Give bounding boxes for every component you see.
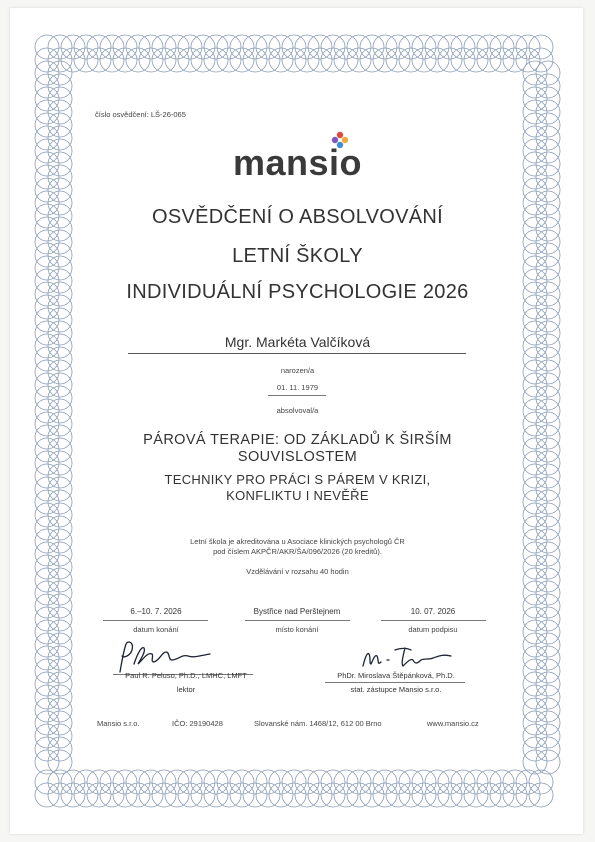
border-ring bbox=[523, 61, 547, 85]
logo-dot bbox=[337, 132, 343, 138]
recipient-name: Mgr. Markéta Valčíková bbox=[224, 334, 371, 350]
border-ring bbox=[282, 35, 306, 59]
certificate-number: číslo osvědčení: LŠ-26-065 bbox=[95, 110, 186, 119]
event-dates-label: datum konání bbox=[133, 625, 179, 634]
border-ring bbox=[269, 770, 293, 794]
accreditation-line-2: pod číslem AKPČR/AKR/ŠA/096/2026 (20 kreditů). bbox=[213, 546, 382, 556]
footer-web: www.mansio.cz bbox=[427, 719, 479, 728]
border-ring bbox=[386, 35, 410, 59]
border-ring bbox=[503, 770, 527, 794]
border-ring bbox=[139, 48, 163, 72]
border-ring bbox=[438, 783, 462, 807]
border-ring bbox=[48, 113, 72, 137]
border-ring bbox=[347, 770, 371, 794]
border-ring bbox=[477, 35, 501, 59]
border-ring bbox=[536, 698, 560, 722]
border-ring bbox=[464, 48, 488, 72]
border-ring bbox=[360, 35, 384, 59]
signing-date: 10. 07. 2026 bbox=[410, 607, 456, 616]
border-ring bbox=[438, 770, 462, 794]
border-ring bbox=[412, 35, 436, 59]
border-ring bbox=[100, 35, 124, 59]
border-ring bbox=[373, 48, 397, 72]
border-ring bbox=[35, 581, 59, 605]
border-ring bbox=[334, 35, 358, 59]
border-ring bbox=[48, 607, 72, 631]
border-ring bbox=[48, 698, 72, 722]
border-ring bbox=[100, 770, 124, 794]
border-ring bbox=[165, 35, 189, 59]
border-ring bbox=[295, 48, 319, 72]
hours-text: Vzdělávání v rozsahu 40 hodin bbox=[246, 567, 349, 576]
border-ring bbox=[87, 770, 111, 794]
border-ring bbox=[308, 783, 332, 807]
border-ring bbox=[35, 620, 59, 644]
border-ring bbox=[35, 711, 59, 735]
border-ring bbox=[126, 48, 150, 72]
course-line-3: TECHNIKY PRO PRÁCI S PÁREM V KRIZI, bbox=[164, 472, 431, 487]
border-ring bbox=[536, 711, 560, 735]
event-dates: 6.–10. 7. 2026 bbox=[130, 607, 182, 616]
border-ring bbox=[347, 783, 371, 807]
border-ring bbox=[48, 750, 72, 774]
border-ring bbox=[74, 770, 98, 794]
border-ring bbox=[536, 724, 560, 748]
border-ring bbox=[126, 783, 150, 807]
border-ring bbox=[523, 87, 547, 111]
border-ring bbox=[35, 724, 59, 748]
border-ring bbox=[347, 35, 371, 59]
border-ring bbox=[191, 770, 215, 794]
border-ring bbox=[295, 770, 319, 794]
border-ring bbox=[373, 783, 397, 807]
border-ring bbox=[451, 48, 475, 72]
border-ring bbox=[35, 594, 59, 618]
border-ring bbox=[230, 35, 254, 59]
border-ring bbox=[35, 503, 59, 527]
border-ring bbox=[464, 770, 488, 794]
border-ring bbox=[373, 770, 397, 794]
border-ring bbox=[165, 48, 189, 72]
border-ring bbox=[536, 100, 560, 124]
border-ring bbox=[217, 783, 241, 807]
accreditation-text bbox=[0, 537, 595, 556]
border-ring bbox=[523, 594, 547, 618]
border-ring bbox=[412, 48, 436, 72]
border-ring bbox=[464, 35, 488, 59]
signatory-left-role: lektor bbox=[176, 685, 196, 694]
border-ring bbox=[529, 48, 553, 72]
border-ring bbox=[308, 770, 332, 794]
border-ring bbox=[477, 783, 501, 807]
border-ring bbox=[425, 770, 449, 794]
border-ring bbox=[516, 48, 540, 72]
border-ring bbox=[399, 783, 423, 807]
border-ring bbox=[48, 685, 72, 709]
border-ring bbox=[178, 48, 202, 72]
border-ring bbox=[451, 783, 475, 807]
border-ring bbox=[536, 685, 560, 709]
border-ring bbox=[536, 594, 560, 618]
border-ring bbox=[35, 646, 59, 670]
brand-logo: mansio bbox=[232, 142, 363, 183]
border-ring bbox=[308, 48, 332, 72]
born-label: narozen/a bbox=[280, 366, 315, 375]
border-ring bbox=[113, 48, 137, 72]
border-ring bbox=[204, 35, 228, 59]
signatory-left-name: Paul R. Peluso, Ph.D., LMHC, LMFT bbox=[125, 671, 247, 680]
name-underline bbox=[128, 353, 466, 354]
border-ring bbox=[523, 698, 547, 722]
border-ring bbox=[438, 48, 462, 72]
border-ring bbox=[139, 783, 163, 807]
border-ring bbox=[204, 770, 228, 794]
border-ring bbox=[35, 750, 59, 774]
title-line-3: INDIVIDUÁLNÍ PSYCHOLOGIE 2026 bbox=[126, 281, 469, 303]
border-ring bbox=[523, 659, 547, 683]
border-ring bbox=[373, 35, 397, 59]
border-ring bbox=[269, 783, 293, 807]
border-ring bbox=[48, 87, 72, 111]
border-ring bbox=[529, 35, 553, 59]
signatory-right-role: stat. zástupce Mansio s.r.o. bbox=[350, 685, 442, 694]
border-ring bbox=[386, 770, 410, 794]
border-ring bbox=[243, 770, 267, 794]
border-ring bbox=[269, 35, 293, 59]
border-ring bbox=[35, 100, 59, 124]
border-ring bbox=[165, 783, 189, 807]
border-ring bbox=[35, 61, 59, 85]
born-date-underline bbox=[268, 395, 326, 396]
border-ring bbox=[536, 620, 560, 644]
border-ring bbox=[48, 737, 72, 761]
border-ring bbox=[48, 308, 72, 332]
signing-date-label: datum podpisu bbox=[408, 625, 458, 634]
border-ring bbox=[256, 35, 280, 59]
border-ring bbox=[35, 783, 59, 807]
border-ring bbox=[516, 35, 540, 59]
border-ring bbox=[477, 770, 501, 794]
border-ring bbox=[35, 74, 59, 98]
border-ring bbox=[74, 35, 98, 59]
course-line-1: PÁROVÁ TERAPIE: OD ZÁKLADŮ K ŠIRŠÍM bbox=[143, 432, 452, 448]
event-place-label: místo konání bbox=[275, 625, 319, 634]
border-ring bbox=[438, 35, 462, 59]
border-ring bbox=[399, 48, 423, 72]
border-ring bbox=[347, 48, 371, 72]
border-ring bbox=[490, 783, 514, 807]
border-ring bbox=[490, 48, 514, 72]
footer-address: Slovanské nám. 1468/12, 612 00 Brno bbox=[254, 719, 382, 728]
border-ring bbox=[425, 48, 449, 72]
border-ring bbox=[139, 35, 163, 59]
border-ring bbox=[536, 581, 560, 605]
border-ring bbox=[523, 308, 547, 332]
title-line-1: OSVĚDČENÍ O ABSOLVOVÁNÍ bbox=[151, 206, 444, 228]
border-ring bbox=[35, 308, 59, 332]
border-ring bbox=[295, 783, 319, 807]
border-ring bbox=[178, 770, 202, 794]
border-ring bbox=[230, 783, 254, 807]
border-ring bbox=[334, 783, 358, 807]
event-dates-line bbox=[103, 620, 208, 621]
border-ring bbox=[48, 711, 72, 735]
border-ring bbox=[48, 770, 72, 794]
border-ring bbox=[48, 724, 72, 748]
border-ring bbox=[87, 35, 111, 59]
border-ring bbox=[152, 770, 176, 794]
border-ring bbox=[61, 35, 85, 59]
border-ring bbox=[48, 61, 72, 85]
event-place: Bystřice nad Perštejnem bbox=[253, 607, 341, 616]
border-ring bbox=[523, 750, 547, 774]
border-ring bbox=[35, 685, 59, 709]
accreditation-line-1: Letní škola je akreditována u Asociace klinických psychologů ČR bbox=[190, 537, 405, 546]
border-ring bbox=[490, 770, 514, 794]
border-ring bbox=[152, 783, 176, 807]
border-ring bbox=[35, 113, 59, 137]
border-ring bbox=[399, 35, 423, 59]
border-ring bbox=[48, 659, 72, 683]
border-ring bbox=[536, 646, 560, 670]
border-ring bbox=[48, 620, 72, 644]
border-ring bbox=[48, 783, 72, 807]
border-ring bbox=[48, 74, 72, 98]
border-ring bbox=[536, 633, 560, 657]
border-ring bbox=[48, 503, 72, 527]
border-ring bbox=[256, 770, 280, 794]
border-ring bbox=[536, 74, 560, 98]
border-ring bbox=[113, 783, 137, 807]
border-ring bbox=[165, 770, 189, 794]
border-ring bbox=[178, 783, 202, 807]
border-ring bbox=[35, 737, 59, 761]
border-ring bbox=[35, 698, 59, 722]
border-ring bbox=[523, 100, 547, 124]
border-ring bbox=[523, 113, 547, 137]
border-ring bbox=[503, 35, 527, 59]
border-ring bbox=[100, 48, 124, 72]
border-ring bbox=[243, 783, 267, 807]
border-ring bbox=[139, 770, 163, 794]
border-ring bbox=[308, 35, 332, 59]
border-ring bbox=[523, 607, 547, 631]
border-ring bbox=[35, 659, 59, 683]
border-ring bbox=[490, 35, 514, 59]
border-ring bbox=[61, 48, 85, 72]
border-ring bbox=[536, 61, 560, 85]
border-ring bbox=[48, 35, 72, 59]
border-ring bbox=[217, 48, 241, 72]
border-ring bbox=[256, 783, 280, 807]
border-ring bbox=[503, 783, 527, 807]
border-ring bbox=[152, 48, 176, 72]
border-ring bbox=[243, 48, 267, 72]
border-ring bbox=[48, 48, 72, 72]
border-ring bbox=[61, 770, 85, 794]
border-ring bbox=[87, 48, 111, 72]
border-ring bbox=[360, 48, 384, 72]
border-ring bbox=[386, 783, 410, 807]
border-ring bbox=[536, 87, 560, 111]
border-ring bbox=[204, 48, 228, 72]
footer-ico: IČO: 29190428 bbox=[172, 719, 223, 728]
signature-right bbox=[355, 640, 465, 674]
border-ring bbox=[523, 633, 547, 657]
border-ring bbox=[516, 783, 540, 807]
title-line-2: LETNÍ ŠKOLY bbox=[232, 245, 363, 267]
born-date: 01. 11. 1979 bbox=[276, 383, 319, 392]
event-place-line bbox=[245, 620, 350, 621]
border-ring bbox=[48, 100, 72, 124]
border-ring bbox=[523, 672, 547, 696]
border-ring bbox=[451, 35, 475, 59]
border-ring bbox=[425, 783, 449, 807]
border-ring bbox=[74, 783, 98, 807]
border-ring bbox=[61, 783, 85, 807]
border-ring bbox=[35, 633, 59, 657]
border-ring bbox=[412, 770, 436, 794]
border-ring bbox=[523, 620, 547, 644]
border-ring bbox=[523, 581, 547, 605]
border-ring bbox=[523, 685, 547, 709]
border-ring bbox=[126, 770, 150, 794]
border-ring bbox=[503, 48, 527, 72]
border-ring bbox=[256, 48, 280, 72]
border-ring bbox=[334, 48, 358, 72]
border-ring bbox=[35, 672, 59, 696]
border-ring bbox=[87, 783, 111, 807]
border-ring bbox=[126, 35, 150, 59]
border-ring bbox=[152, 35, 176, 59]
border-ring bbox=[191, 48, 215, 72]
border-ring bbox=[295, 35, 319, 59]
border-ring bbox=[536, 750, 560, 774]
signatory-right-name: PhDr. Miroslava Štěpánková, Ph.D. bbox=[337, 671, 455, 680]
border-ring bbox=[321, 770, 345, 794]
border-ring bbox=[113, 35, 137, 59]
border-ring bbox=[536, 308, 560, 332]
border-ring bbox=[230, 770, 254, 794]
border-ring bbox=[321, 35, 345, 59]
border-ring bbox=[48, 581, 72, 605]
border-ring bbox=[412, 783, 436, 807]
border-ring bbox=[243, 35, 267, 59]
border-ring bbox=[282, 770, 306, 794]
border-ring bbox=[269, 48, 293, 72]
border-ring bbox=[523, 711, 547, 735]
signature-right-line bbox=[325, 682, 465, 683]
border-ring bbox=[217, 770, 241, 794]
border-ring bbox=[321, 783, 345, 807]
border-ring bbox=[425, 35, 449, 59]
border-ring bbox=[360, 770, 384, 794]
border-ring bbox=[360, 783, 384, 807]
border-ring bbox=[100, 783, 124, 807]
course-line-4: KONFLIKTU I NEVĚŘE bbox=[226, 488, 369, 503]
border-ring bbox=[74, 48, 98, 72]
course-line-2: SOUVISLOSTEM bbox=[237, 449, 358, 465]
border-ring bbox=[35, 35, 59, 59]
border-ring bbox=[204, 783, 228, 807]
border-ring bbox=[35, 87, 59, 111]
border-ring bbox=[523, 74, 547, 98]
border-ring bbox=[523, 646, 547, 670]
border-ring bbox=[536, 737, 560, 761]
border-ring bbox=[48, 633, 72, 657]
border-ring bbox=[464, 783, 488, 807]
border-ring bbox=[35, 770, 59, 794]
completed-label: absolvoval/a bbox=[276, 406, 319, 415]
border-ring bbox=[282, 48, 306, 72]
signing-date-line bbox=[381, 620, 486, 621]
border-ring bbox=[48, 646, 72, 670]
border-ring bbox=[321, 48, 345, 72]
border-ring bbox=[536, 659, 560, 683]
border-ring bbox=[35, 607, 59, 631]
border-ring bbox=[178, 35, 202, 59]
border-ring bbox=[523, 724, 547, 748]
border-ring bbox=[536, 607, 560, 631]
border-ring bbox=[48, 672, 72, 696]
border-ring bbox=[386, 48, 410, 72]
border-ring bbox=[191, 35, 215, 59]
border-ring bbox=[217, 35, 241, 59]
border-ring bbox=[334, 770, 358, 794]
border-ring bbox=[523, 503, 547, 527]
border-ring bbox=[399, 770, 423, 794]
border-ring bbox=[191, 783, 215, 807]
footer-company: Mansio s.r.o. bbox=[97, 719, 140, 728]
border-ring bbox=[536, 672, 560, 696]
border-ring bbox=[523, 737, 547, 761]
border-ring bbox=[282, 783, 306, 807]
border-ring bbox=[48, 594, 72, 618]
border-ring bbox=[230, 48, 254, 72]
border-ring bbox=[451, 770, 475, 794]
course-title bbox=[0, 432, 595, 466]
border-ring bbox=[536, 113, 560, 137]
border-ring bbox=[477, 48, 501, 72]
border-ring bbox=[536, 503, 560, 527]
border-ring bbox=[113, 770, 137, 794]
course-subtitle bbox=[0, 472, 595, 504]
border-ring bbox=[35, 48, 59, 72]
border-ring bbox=[529, 783, 553, 807]
